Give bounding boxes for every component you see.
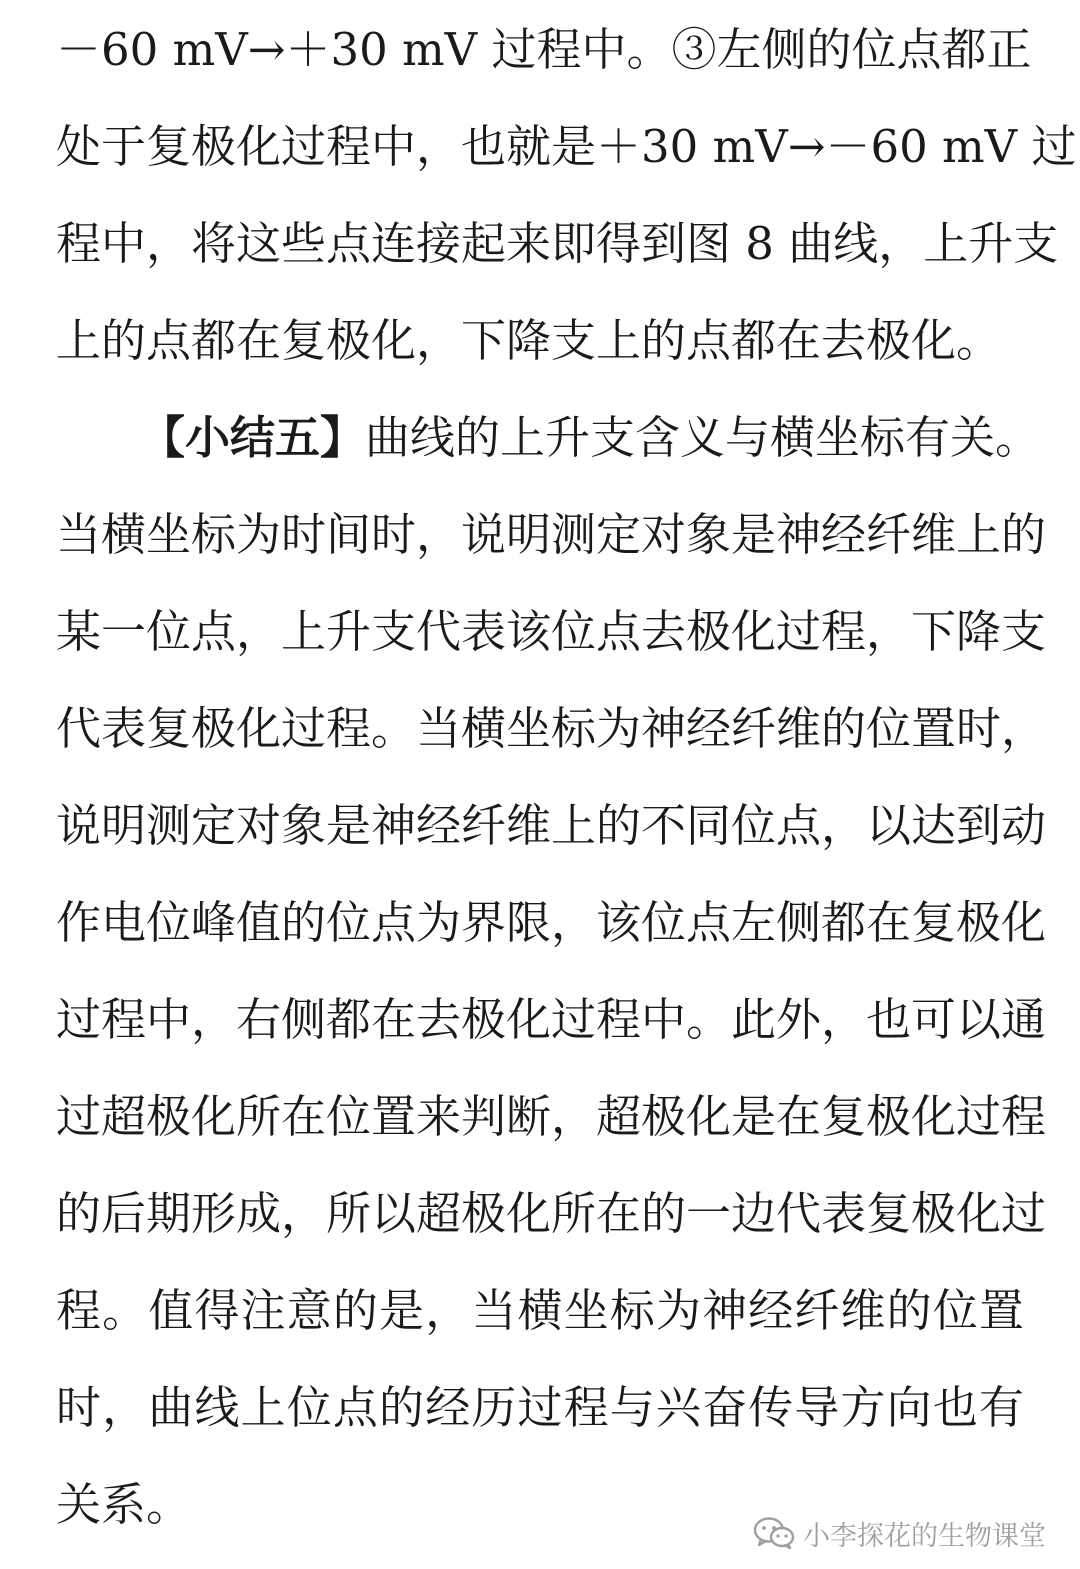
summary-text: 曲线的上升支含义与横坐标有关。 [365,411,1041,464]
summary-heading: 【小结五】 [140,411,366,464]
wechat-icon [753,1516,795,1550]
text-line: 程中，将这些点连接起来即得到图 8 曲线，上升支 [56,217,1059,270]
text-line: 时，曲线上位点的经历过程与兴奋传导方向也有 [56,1381,1024,1434]
text-line: 某一位点，上升支代表该位点去极化过程，下降支 [56,605,1047,658]
text-line: 当横坐标为时间时，说明测定对象是神经纤维上的 [56,508,1047,561]
text-line: 的后期形成，所以超极化所在的一边代表复极化过 [56,1187,1047,1240]
text-line: 程。值得注意的是，当横坐标为神经纤维的位置 [56,1284,1024,1337]
text-line: 说明测定对象是神经纤维上的不同位点，以达到动 [56,799,1047,852]
text-line: 处于复极化过程中，也就是＋30 mV→－60 mV 过 [56,120,1077,173]
text-line: 关系。 [56,1478,192,1531]
watermark-text: 小李探花的生物课堂 [803,1520,1046,1552]
text-line: 上的点都在复极化，下降支上的点都在去极化。 [56,314,1002,367]
text-line: 过超极化所在位置来判断，超极化是在复极化过程 [56,1090,1047,1143]
text-line: 代表复极化过程。当横坐标为神经纤维的位置时， [56,702,1047,755]
text-line: 作电位峰值的位点为界限，该位点左侧都在复极化 [56,896,1047,949]
text-line: －60 mV→＋30 mV 过程中。③左侧的位点都正 [56,23,1032,76]
text-line: 过程中，右侧都在去极化过程中。此外，也可以通 [56,993,1047,1046]
watermark [753,1511,1046,1555]
summary-paragraph-start [140,408,1041,468]
